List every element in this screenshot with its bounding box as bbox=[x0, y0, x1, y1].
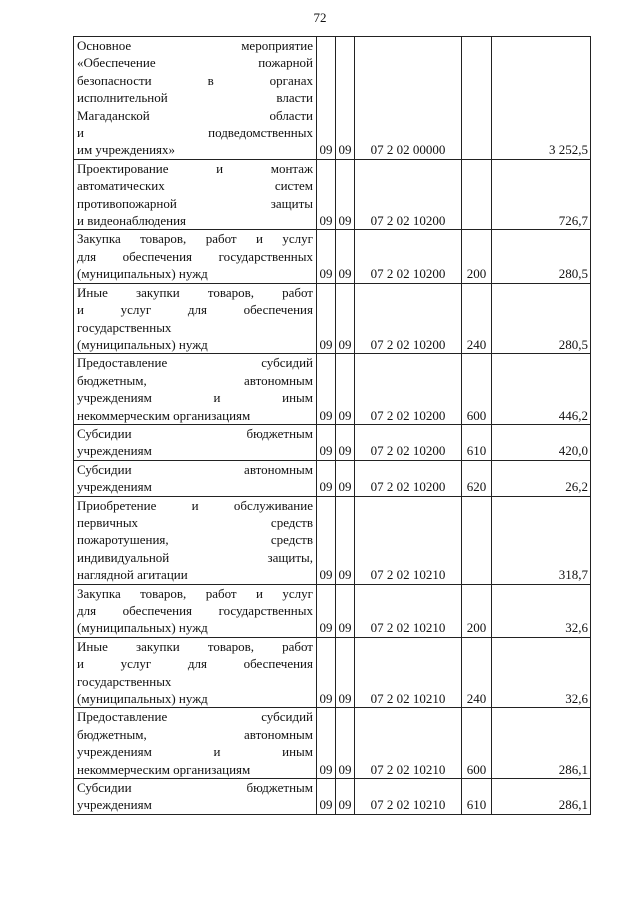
subsection-code-cell: 09 bbox=[336, 230, 355, 283]
section-code-cell: 09 bbox=[317, 37, 336, 160]
expense-type-cell: 200 bbox=[462, 230, 492, 283]
row-name-line: (муниципальных) нужд bbox=[77, 266, 208, 282]
row-name-line: безопасности в органах bbox=[77, 72, 313, 88]
amount-cell: 3 252,5 bbox=[492, 37, 591, 160]
row-name-line: Проектирование и монтаж bbox=[77, 160, 313, 176]
amount-cell: 286,1 bbox=[492, 779, 591, 815]
amount-cell: 286,1 bbox=[492, 708, 591, 779]
row-name-line: и услуг для обеспечения bbox=[77, 302, 313, 318]
subsection-code-cell: 09 bbox=[336, 496, 355, 584]
target-article-cell: 07 2 02 10210 bbox=[355, 496, 462, 584]
amount-cell: 280,5 bbox=[492, 283, 591, 354]
row-name-cell bbox=[74, 424, 317, 460]
row-name-line: наглядной агитации bbox=[77, 567, 188, 583]
expense-type-cell bbox=[462, 37, 492, 160]
row-name-line: автоматических систем bbox=[77, 178, 313, 194]
expense-type-cell: 240 bbox=[462, 637, 492, 708]
target-article-cell: 07 2 02 10200 bbox=[355, 283, 462, 354]
amount-cell: 280,5 bbox=[492, 230, 591, 283]
section-code-cell: 09 bbox=[317, 708, 336, 779]
subsection-code-cell: 09 bbox=[336, 584, 355, 637]
table-row bbox=[74, 779, 591, 815]
row-name-cell bbox=[74, 460, 317, 496]
target-article-cell: 07 2 02 10210 bbox=[355, 584, 462, 637]
target-article-cell: 07 2 02 10200 bbox=[355, 354, 462, 425]
row-name-line: Закупка товаров, работ и услуг bbox=[77, 585, 313, 601]
row-name-cell bbox=[74, 230, 317, 283]
row-name-line: Субсидии бюджетным bbox=[77, 780, 313, 796]
page-number: 72 bbox=[313, 10, 327, 25]
subsection-code-cell: 09 bbox=[336, 283, 355, 354]
subsection-code-cell: 09 bbox=[336, 37, 355, 160]
expense-type-cell: 200 bbox=[462, 584, 492, 637]
expense-type-cell: 610 bbox=[462, 424, 492, 460]
row-name-line: Приобретение и обслуживание bbox=[77, 497, 313, 513]
table-row bbox=[74, 354, 591, 425]
row-name-line: учреждениям bbox=[77, 797, 152, 813]
table-row bbox=[74, 37, 591, 160]
section-code-cell: 09 bbox=[317, 460, 336, 496]
section-code-cell: 09 bbox=[317, 230, 336, 283]
row-name-line: (муниципальных) нужд bbox=[77, 620, 208, 636]
row-name-line: Субсидии автономным bbox=[77, 461, 313, 477]
table-row bbox=[74, 708, 591, 779]
row-name-cell bbox=[74, 37, 317, 160]
section-code-cell: 09 bbox=[317, 159, 336, 230]
section-code-cell: 09 bbox=[317, 637, 336, 708]
row-name-line: Иные закупки товаров, работ bbox=[77, 284, 313, 300]
row-name-line: Магаданской области bbox=[77, 107, 313, 123]
row-name-line: Предоставление субсидий bbox=[77, 355, 313, 371]
subsection-code-cell: 09 bbox=[336, 637, 355, 708]
row-name-line: для обеспечения государственных bbox=[77, 248, 313, 264]
row-name-line: учреждениям bbox=[77, 443, 152, 459]
row-name-line: пожаротушения, средств bbox=[77, 532, 313, 548]
target-article-cell: 07 2 02 10210 bbox=[355, 779, 462, 815]
section-code-cell: 09 bbox=[317, 283, 336, 354]
expense-type-cell: 240 bbox=[462, 283, 492, 354]
row-name-line: некоммерческим организациям bbox=[77, 761, 251, 777]
row-name-cell bbox=[74, 283, 317, 354]
budget-table bbox=[73, 36, 591, 815]
row-name-cell bbox=[74, 496, 317, 584]
row-name-cell bbox=[74, 779, 317, 815]
target-article-cell: 07 2 02 10200 bbox=[355, 460, 462, 496]
subsection-code-cell: 09 bbox=[336, 460, 355, 496]
row-name-line: первичных средств bbox=[77, 514, 313, 530]
section-code-cell: 09 bbox=[317, 779, 336, 815]
row-name-cell bbox=[74, 708, 317, 779]
amount-cell: 446,2 bbox=[492, 354, 591, 425]
expense-type-cell: 610 bbox=[462, 779, 492, 815]
expense-type-cell: 600 bbox=[462, 708, 492, 779]
section-code-cell: 09 bbox=[317, 496, 336, 584]
expense-type-cell bbox=[462, 496, 492, 584]
target-article-cell: 07 2 02 10200 bbox=[355, 159, 462, 230]
row-name-line: им учреждениях» bbox=[77, 142, 176, 158]
target-article-cell: 07 2 02 10210 bbox=[355, 637, 462, 708]
row-name-cell bbox=[74, 354, 317, 425]
row-name-cell bbox=[74, 584, 317, 637]
table-row bbox=[74, 424, 591, 460]
row-name-line: Иные закупки товаров, работ bbox=[77, 638, 313, 654]
section-code-cell: 09 bbox=[317, 584, 336, 637]
row-name-line: государственных bbox=[77, 319, 172, 335]
target-article-cell: 07 2 02 00000 bbox=[355, 37, 462, 160]
table-row bbox=[74, 496, 591, 584]
section-code-cell: 09 bbox=[317, 354, 336, 425]
subsection-code-cell: 09 bbox=[336, 159, 355, 230]
expense-type-cell bbox=[462, 159, 492, 230]
table-row bbox=[74, 159, 591, 230]
row-name-cell bbox=[74, 159, 317, 230]
budget-table-body bbox=[74, 37, 591, 815]
subsection-code-cell: 09 bbox=[336, 424, 355, 460]
amount-cell: 318,7 bbox=[492, 496, 591, 584]
section-code-cell: 09 bbox=[317, 424, 336, 460]
row-name-line: бюджетным, автономным bbox=[77, 726, 313, 742]
row-name-line: (муниципальных) нужд bbox=[77, 336, 208, 352]
row-name-line: Основное мероприятие bbox=[77, 38, 313, 53]
subsection-code-cell: 09 bbox=[336, 779, 355, 815]
row-name-line: и подведомственных bbox=[77, 125, 313, 141]
amount-cell: 32,6 bbox=[492, 584, 591, 637]
table-row bbox=[74, 230, 591, 283]
row-name-line: для обеспечения государственных bbox=[77, 603, 313, 618]
amount-cell: 26,2 bbox=[492, 460, 591, 496]
amount-cell: 420,0 bbox=[492, 424, 591, 460]
row-name-cell bbox=[74, 637, 317, 708]
row-name-line: и видеонаблюдения bbox=[77, 213, 187, 229]
row-name-line: некоммерческим организациям bbox=[77, 407, 251, 423]
row-name-line: учреждениям и иным bbox=[77, 390, 313, 406]
subsection-code-cell: 09 bbox=[336, 354, 355, 425]
row-name-line: исполнительной власти bbox=[77, 90, 313, 106]
row-name-line: Субсидии бюджетным bbox=[77, 425, 313, 441]
table-row bbox=[74, 584, 591, 637]
expense-type-cell: 620 bbox=[462, 460, 492, 496]
row-name-line: Закупка товаров, работ и услуг bbox=[77, 231, 313, 247]
row-name-line: и услуг для обеспечения bbox=[77, 656, 313, 672]
row-name-line: бюджетным, автономным bbox=[77, 372, 313, 388]
row-name-line: противопожарной защиты bbox=[77, 195, 313, 211]
target-article-cell: 07 2 02 10210 bbox=[355, 708, 462, 779]
amount-cell: 32,6 bbox=[492, 637, 591, 708]
target-article-cell: 07 2 02 10200 bbox=[355, 230, 462, 283]
row-name-line: индивидуальной защиты, bbox=[77, 549, 313, 565]
subsection-code-cell: 09 bbox=[336, 708, 355, 779]
table-row bbox=[74, 283, 591, 354]
row-name-line: Предоставление субсидий bbox=[77, 709, 313, 725]
target-article-cell: 07 2 02 10200 bbox=[355, 424, 462, 460]
row-name-line: «Обеспечение пожарной bbox=[77, 55, 313, 71]
row-name-line: учреждениям и иным bbox=[77, 744, 313, 760]
row-name-line: учреждениям bbox=[77, 479, 152, 495]
row-name-line: (муниципальных) нужд bbox=[77, 691, 208, 707]
table-row bbox=[74, 460, 591, 496]
expense-type-cell: 600 bbox=[462, 354, 492, 425]
row-name-line: государственных bbox=[77, 673, 172, 689]
amount-cell: 726,7 bbox=[492, 159, 591, 230]
table-row bbox=[74, 637, 591, 708]
